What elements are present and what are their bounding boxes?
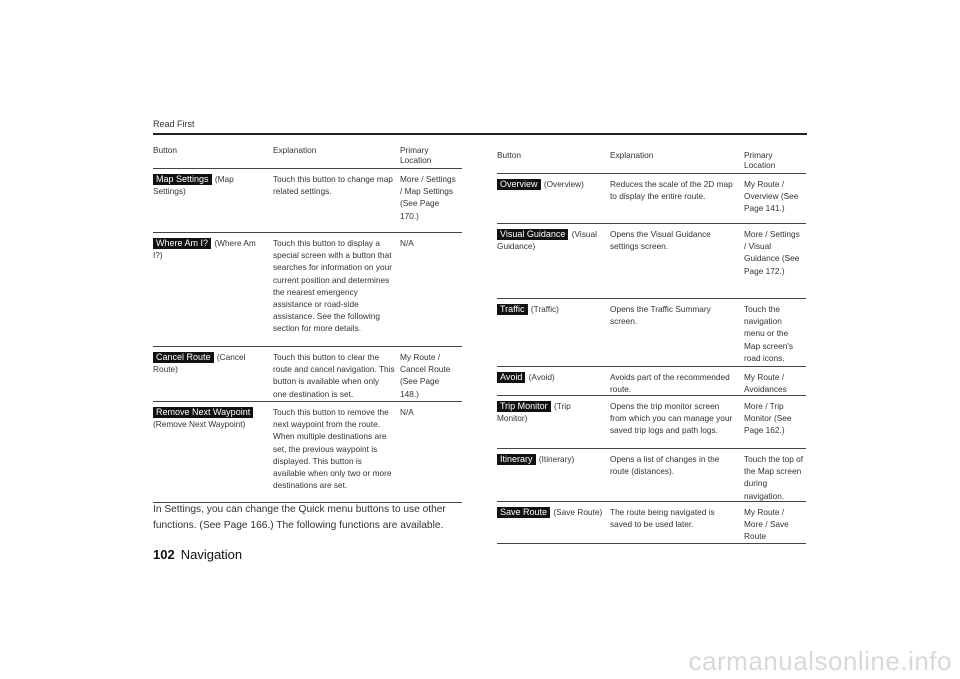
body-paragraph: In Settings, you can change the Quick menu buttons to use other functions. (See Page 166.) The following functions are available. bbox=[153, 504, 446, 531]
location-cell: Touch the navigation menu or the Map screen's road icons. bbox=[744, 304, 794, 363]
table-row bbox=[497, 299, 806, 367]
explanation-cell: Touch this button to display a special screen with a button that searches for information on your current position and determines the nearest emergency assistance or road-side assistance. See the following section for more details. bbox=[273, 238, 392, 334]
button-cell bbox=[497, 371, 603, 383]
explanation-cell: Opens the trip monitor screen from which you can manage your saved trip logs and path logs. bbox=[610, 401, 733, 436]
column-header-location: Primary Location bbox=[400, 145, 432, 165]
button-name: (Trip Monitor) bbox=[497, 401, 571, 424]
avoid-button[interactable]: Avoid bbox=[497, 372, 525, 383]
button-name: (Where Am I?) bbox=[153, 238, 256, 261]
location-cell: More / Settings / Visual Guidance (See Page 172.) bbox=[744, 229, 800, 276]
where-am-i-button[interactable]: Where Am I? bbox=[153, 238, 211, 249]
itinerary-button[interactable]: Itinerary bbox=[497, 454, 536, 465]
remove-next-waypoint-button[interactable]: Remove Next Waypoint bbox=[153, 407, 253, 418]
explanation-cell: Opens the Visual Guidance settings screen. bbox=[610, 229, 711, 252]
explanation-cell: Touch this button to remove the next waypoint from the route. When multiple destinations are set, the previous waypoint is displayed. This button is available when only two or more destinations are set. bbox=[273, 407, 392, 491]
button-cell bbox=[153, 406, 265, 430]
table-row bbox=[497, 449, 806, 502]
header-rule bbox=[153, 133, 807, 135]
button-cell bbox=[497, 178, 603, 190]
column-header-location: Primary Location bbox=[744, 150, 776, 170]
button-name: (Visual Guidance) bbox=[497, 229, 597, 252]
location-cell: My Route / More / Save Route bbox=[744, 507, 789, 542]
watermark: carmanualsonline.info bbox=[688, 646, 952, 676]
column-header-button: Button bbox=[153, 145, 177, 155]
table-row bbox=[153, 233, 462, 347]
map-settings-button[interactable]: Map Settings bbox=[153, 174, 212, 185]
button-name: (Avoid) bbox=[528, 372, 555, 382]
save-route-button[interactable]: Save Route bbox=[497, 507, 550, 518]
explanation-cell: Opens a list of changes in the route (distances). bbox=[610, 454, 720, 477]
button-cell bbox=[497, 400, 603, 424]
button-cell bbox=[497, 506, 603, 518]
button-cell bbox=[497, 453, 603, 465]
button-cell bbox=[153, 173, 265, 197]
explanation-cell: Opens the Traffic Summary screen. bbox=[610, 304, 711, 327]
cancel-route-button[interactable]: Cancel Route bbox=[153, 352, 214, 363]
running-header: Read First bbox=[153, 119, 195, 129]
footer-section: Navigation bbox=[180, 547, 243, 562]
table-row bbox=[153, 402, 462, 503]
button-name: (Cancel Route) bbox=[153, 352, 246, 375]
button-name: (Remove Next Waypoint) bbox=[153, 419, 246, 430]
location-cell: My Route / Overview (See Page 141.) bbox=[744, 179, 799, 214]
table-row bbox=[153, 169, 462, 233]
explanation-cell: The route being navigated is saved to be used later. bbox=[610, 507, 715, 530]
button-cell bbox=[153, 351, 265, 375]
table-header bbox=[497, 148, 806, 174]
page-footer bbox=[153, 547, 242, 562]
table-row bbox=[497, 396, 806, 449]
explanation-cell: Reduces the scale of the 2D map to display the entire route. bbox=[610, 179, 733, 202]
location-cell: My Route / Cancel Route (See Page 148.) bbox=[400, 352, 451, 399]
table-header bbox=[153, 143, 462, 169]
column-header-explanation: Explanation bbox=[610, 150, 654, 160]
location-cell: My Route / Avoidances bbox=[744, 372, 787, 395]
table-row bbox=[497, 502, 806, 544]
button-name: (Traffic) bbox=[530, 304, 559, 314]
location-cell: N/A bbox=[400, 238, 414, 248]
button-name: (Itinerary) bbox=[538, 454, 575, 464]
trip-monitor-button[interactable]: Trip Monitor bbox=[497, 401, 551, 412]
table-row bbox=[497, 367, 806, 396]
visual-guidance-button[interactable]: Visual Guidance bbox=[497, 229, 568, 240]
table-row bbox=[153, 347, 462, 402]
button-name: (Overview) bbox=[543, 179, 584, 189]
button-cell bbox=[497, 303, 603, 315]
location-cell: N/A bbox=[400, 407, 414, 417]
location-cell: More / Settings / Map Settings (See Page 170.) bbox=[400, 174, 456, 221]
traffic-button[interactable]: Traffic bbox=[497, 304, 528, 315]
button-name: (Save Route) bbox=[553, 507, 603, 517]
location-cell: Touch the top of the Map screen during navigation. bbox=[744, 454, 804, 501]
table-row bbox=[497, 174, 806, 224]
location-cell: More / Trip Monitor (See Page 162.) bbox=[744, 401, 792, 436]
page-number: 102 bbox=[153, 547, 175, 562]
button-cell bbox=[497, 228, 603, 252]
explanation-cell: Touch this button to change map related settings. bbox=[273, 174, 393, 197]
right-function-table bbox=[497, 148, 806, 544]
table-row bbox=[497, 224, 806, 299]
button-name: (Map Settings) bbox=[153, 174, 234, 197]
overview-button[interactable]: Overview bbox=[497, 179, 541, 190]
column-header-button: Button bbox=[497, 150, 521, 160]
left-function-table bbox=[153, 143, 462, 503]
button-cell bbox=[153, 237, 265, 261]
explanation-cell: Avoids part of the recommended route. bbox=[610, 372, 730, 395]
column-header-explanation: Explanation bbox=[273, 145, 317, 155]
explanation-cell: Touch this button to clear the route and cancel navigation. This button is available when only one destination is set. bbox=[273, 352, 395, 399]
